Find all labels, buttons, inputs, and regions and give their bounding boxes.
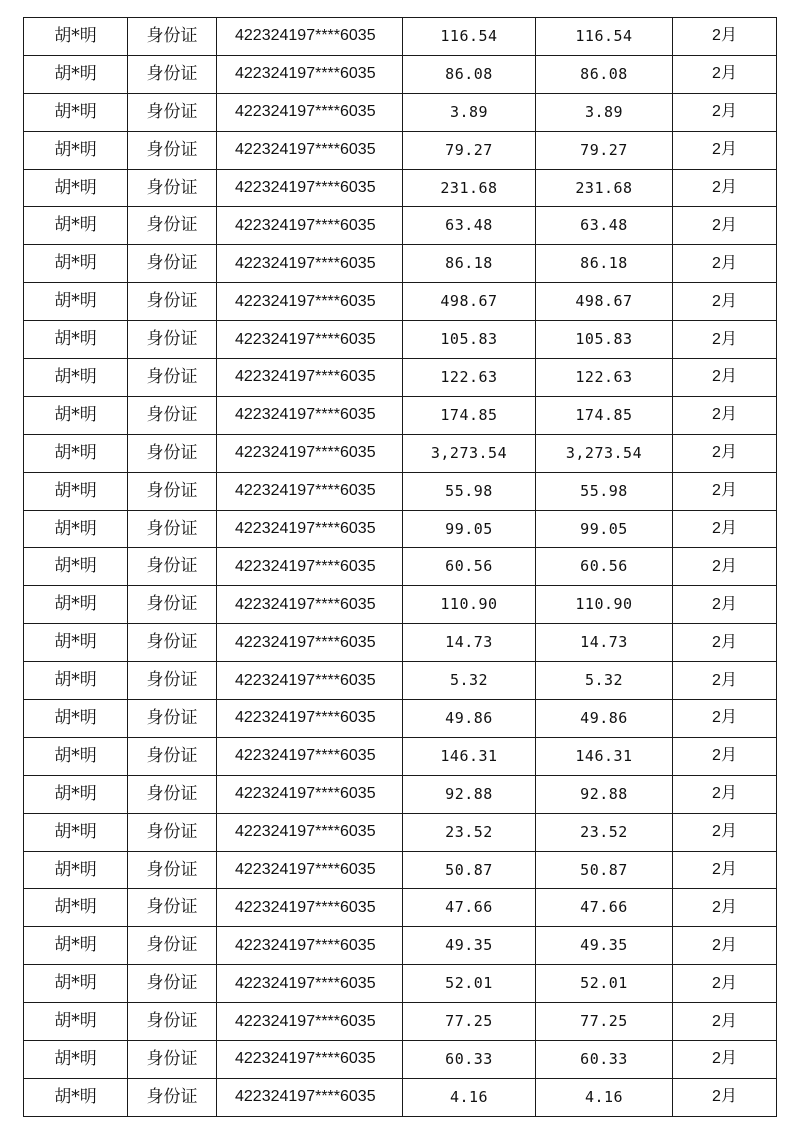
id-number-cell: 422324197****6035 xyxy=(217,434,403,472)
id-number-cell: 422324197****6035 xyxy=(217,965,403,1003)
amount-paid-cell: 146.31 xyxy=(536,737,673,775)
amount-paid-cell: 86.18 xyxy=(536,245,673,283)
table-row xyxy=(24,927,777,965)
id-number-cell: 422324197****6035 xyxy=(217,321,403,359)
amount-paid-cell: 49.86 xyxy=(536,700,673,738)
amount-cell: 231.68 xyxy=(403,169,536,207)
month-cell: 2月 xyxy=(673,1003,777,1041)
table-row xyxy=(24,283,777,321)
table-row xyxy=(24,548,777,586)
amount-cell: 116.54 xyxy=(403,18,536,56)
table-row xyxy=(24,396,777,434)
person-name-cell: 胡*明 xyxy=(24,662,128,700)
month-cell: 2月 xyxy=(673,207,777,245)
table-row xyxy=(24,700,777,738)
amount-paid-cell: 50.87 xyxy=(536,851,673,889)
id-type-cell: 身份证 xyxy=(128,548,217,586)
month-cell: 2月 xyxy=(673,359,777,397)
person-name-cell: 胡*明 xyxy=(24,586,128,624)
amount-cell: 3.89 xyxy=(403,93,536,131)
id-number-cell: 422324197****6035 xyxy=(217,851,403,889)
amount-cell: 5.32 xyxy=(403,662,536,700)
amount-paid-cell: 3.89 xyxy=(536,93,673,131)
amount-paid-cell: 4.16 xyxy=(536,1078,673,1116)
id-number-cell: 422324197****6035 xyxy=(217,737,403,775)
month-cell: 2月 xyxy=(673,434,777,472)
month-cell: 2月 xyxy=(673,965,777,1003)
amount-paid-cell: 49.35 xyxy=(536,927,673,965)
amount-cell: 60.33 xyxy=(403,1041,536,1079)
month-cell: 2月 xyxy=(673,93,777,131)
person-name-cell: 胡*明 xyxy=(24,927,128,965)
id-number-cell: 422324197****6035 xyxy=(217,93,403,131)
person-name-cell: 胡*明 xyxy=(24,1003,128,1041)
month-cell: 2月 xyxy=(673,624,777,662)
payment-table xyxy=(23,17,777,1117)
person-name-cell: 胡*明 xyxy=(24,548,128,586)
id-number-cell: 422324197****6035 xyxy=(217,548,403,586)
month-cell: 2月 xyxy=(673,169,777,207)
person-name-cell: 胡*明 xyxy=(24,207,128,245)
amount-cell: 122.63 xyxy=(403,359,536,397)
table-body xyxy=(24,18,777,1117)
amount-cell: 63.48 xyxy=(403,207,536,245)
table-row xyxy=(24,93,777,131)
amount-cell: 14.73 xyxy=(403,624,536,662)
id-type-cell: 身份证 xyxy=(128,55,217,93)
month-cell: 2月 xyxy=(673,662,777,700)
id-type-cell: 身份证 xyxy=(128,662,217,700)
amount-cell: 92.88 xyxy=(403,775,536,813)
table-row xyxy=(24,131,777,169)
amount-cell: 105.83 xyxy=(403,321,536,359)
id-type-cell: 身份证 xyxy=(128,624,217,662)
id-number-cell: 422324197****6035 xyxy=(217,510,403,548)
id-type-cell: 身份证 xyxy=(128,586,217,624)
id-number-cell: 422324197****6035 xyxy=(217,283,403,321)
id-number-cell: 422324197****6035 xyxy=(217,396,403,434)
amount-cell: 146.31 xyxy=(403,737,536,775)
amount-paid-cell: 63.48 xyxy=(536,207,673,245)
id-type-cell: 身份证 xyxy=(128,700,217,738)
amount-cell: 23.52 xyxy=(403,813,536,851)
person-name-cell: 胡*明 xyxy=(24,889,128,927)
month-cell: 2月 xyxy=(673,472,777,510)
id-type-cell: 身份证 xyxy=(128,1078,217,1116)
id-number-cell: 422324197****6035 xyxy=(217,813,403,851)
person-name-cell: 胡*明 xyxy=(24,813,128,851)
table-row xyxy=(24,965,777,1003)
person-name-cell: 胡*明 xyxy=(24,321,128,359)
person-name-cell: 胡*明 xyxy=(24,169,128,207)
table-row xyxy=(24,207,777,245)
amount-paid-cell: 52.01 xyxy=(536,965,673,1003)
table-row xyxy=(24,737,777,775)
amount-cell: 79.27 xyxy=(403,131,536,169)
month-cell: 2月 xyxy=(673,813,777,851)
id-type-cell: 身份证 xyxy=(128,1041,217,1079)
month-cell: 2月 xyxy=(673,1041,777,1079)
id-type-cell: 身份证 xyxy=(128,1003,217,1041)
amount-cell: 49.35 xyxy=(403,927,536,965)
amount-cell: 55.98 xyxy=(403,472,536,510)
amount-paid-cell: 60.56 xyxy=(536,548,673,586)
id-type-cell: 身份证 xyxy=(128,283,217,321)
month-cell: 2月 xyxy=(673,510,777,548)
id-type-cell: 身份证 xyxy=(128,321,217,359)
person-name-cell: 胡*明 xyxy=(24,131,128,169)
person-name-cell: 胡*明 xyxy=(24,700,128,738)
id-type-cell: 身份证 xyxy=(128,775,217,813)
table-row xyxy=(24,169,777,207)
id-type-cell: 身份证 xyxy=(128,434,217,472)
id-number-cell: 422324197****6035 xyxy=(217,586,403,624)
amount-paid-cell: 60.33 xyxy=(536,1041,673,1079)
amount-paid-cell: 14.73 xyxy=(536,624,673,662)
table-row xyxy=(24,1003,777,1041)
id-number-cell: 422324197****6035 xyxy=(217,131,403,169)
id-type-cell: 身份证 xyxy=(128,889,217,927)
table-row xyxy=(24,359,777,397)
amount-paid-cell: 5.32 xyxy=(536,662,673,700)
month-cell: 2月 xyxy=(673,1078,777,1116)
id-type-cell: 身份证 xyxy=(128,737,217,775)
amount-cell: 52.01 xyxy=(403,965,536,1003)
amount-paid-cell: 47.66 xyxy=(536,889,673,927)
amount-paid-cell: 23.52 xyxy=(536,813,673,851)
amount-cell: 4.16 xyxy=(403,1078,536,1116)
id-number-cell: 422324197****6035 xyxy=(217,359,403,397)
id-number-cell: 422324197****6035 xyxy=(217,1078,403,1116)
person-name-cell: 胡*明 xyxy=(24,1078,128,1116)
month-cell: 2月 xyxy=(673,927,777,965)
person-name-cell: 胡*明 xyxy=(24,55,128,93)
amount-cell: 99.05 xyxy=(403,510,536,548)
amount-paid-cell: 3,273.54 xyxy=(536,434,673,472)
person-name-cell: 胡*明 xyxy=(24,737,128,775)
table-row xyxy=(24,55,777,93)
table-row xyxy=(24,851,777,889)
month-cell: 2月 xyxy=(673,131,777,169)
id-number-cell: 422324197****6035 xyxy=(217,700,403,738)
person-name-cell: 胡*明 xyxy=(24,18,128,56)
amount-cell: 60.56 xyxy=(403,548,536,586)
id-number-cell: 422324197****6035 xyxy=(217,245,403,283)
month-cell: 2月 xyxy=(673,775,777,813)
person-name-cell: 胡*明 xyxy=(24,472,128,510)
id-type-cell: 身份证 xyxy=(128,169,217,207)
id-type-cell: 身份证 xyxy=(128,207,217,245)
month-cell: 2月 xyxy=(673,700,777,738)
id-number-cell: 422324197****6035 xyxy=(217,927,403,965)
amount-cell: 86.18 xyxy=(403,245,536,283)
table-row xyxy=(24,586,777,624)
id-number-cell: 422324197****6035 xyxy=(217,889,403,927)
table-row xyxy=(24,813,777,851)
id-type-cell: 身份证 xyxy=(128,927,217,965)
table-row xyxy=(24,321,777,359)
amount-paid-cell: 86.08 xyxy=(536,55,673,93)
table-row xyxy=(24,434,777,472)
month-cell: 2月 xyxy=(673,283,777,321)
id-number-cell: 422324197****6035 xyxy=(217,1041,403,1079)
table-row xyxy=(24,245,777,283)
id-type-cell: 身份证 xyxy=(128,18,217,56)
id-type-cell: 身份证 xyxy=(128,851,217,889)
id-type-cell: 身份证 xyxy=(128,131,217,169)
id-number-cell: 422324197****6035 xyxy=(217,662,403,700)
person-name-cell: 胡*明 xyxy=(24,624,128,662)
amount-paid-cell: 77.25 xyxy=(536,1003,673,1041)
amount-cell: 174.85 xyxy=(403,396,536,434)
id-number-cell: 422324197****6035 xyxy=(217,169,403,207)
month-cell: 2月 xyxy=(673,586,777,624)
amount-cell: 49.86 xyxy=(403,700,536,738)
id-number-cell: 422324197****6035 xyxy=(217,207,403,245)
table-row xyxy=(24,624,777,662)
person-name-cell: 胡*明 xyxy=(24,359,128,397)
id-type-cell: 身份证 xyxy=(128,472,217,510)
person-name-cell: 胡*明 xyxy=(24,775,128,813)
id-number-cell: 422324197****6035 xyxy=(217,55,403,93)
table-row xyxy=(24,510,777,548)
person-name-cell: 胡*明 xyxy=(24,93,128,131)
id-type-cell: 身份证 xyxy=(128,396,217,434)
person-name-cell: 胡*明 xyxy=(24,245,128,283)
person-name-cell: 胡*明 xyxy=(24,965,128,1003)
table-row xyxy=(24,472,777,510)
amount-cell: 77.25 xyxy=(403,1003,536,1041)
id-number-cell: 422324197****6035 xyxy=(217,1003,403,1041)
id-number-cell: 422324197****6035 xyxy=(217,472,403,510)
amount-paid-cell: 116.54 xyxy=(536,18,673,56)
month-cell: 2月 xyxy=(673,245,777,283)
amount-paid-cell: 231.68 xyxy=(536,169,673,207)
amount-cell: 498.67 xyxy=(403,283,536,321)
table-row xyxy=(24,775,777,813)
month-cell: 2月 xyxy=(673,55,777,93)
amount-paid-cell: 92.88 xyxy=(536,775,673,813)
id-number-cell: 422324197****6035 xyxy=(217,18,403,56)
person-name-cell: 胡*明 xyxy=(24,1041,128,1079)
id-type-cell: 身份证 xyxy=(128,813,217,851)
month-cell: 2月 xyxy=(673,396,777,434)
amount-paid-cell: 122.63 xyxy=(536,359,673,397)
amount-cell: 110.90 xyxy=(403,586,536,624)
table-row xyxy=(24,889,777,927)
month-cell: 2月 xyxy=(673,851,777,889)
month-cell: 2月 xyxy=(673,321,777,359)
amount-paid-cell: 79.27 xyxy=(536,131,673,169)
amount-cell: 86.08 xyxy=(403,55,536,93)
amount-paid-cell: 110.90 xyxy=(536,586,673,624)
month-cell: 2月 xyxy=(673,18,777,56)
person-name-cell: 胡*明 xyxy=(24,510,128,548)
table-row xyxy=(24,1041,777,1079)
id-number-cell: 422324197****6035 xyxy=(217,624,403,662)
amount-cell: 50.87 xyxy=(403,851,536,889)
person-name-cell: 胡*明 xyxy=(24,851,128,889)
amount-paid-cell: 174.85 xyxy=(536,396,673,434)
id-type-cell: 身份证 xyxy=(128,359,217,397)
table-row xyxy=(24,662,777,700)
id-type-cell: 身份证 xyxy=(128,245,217,283)
table-row xyxy=(24,18,777,56)
person-name-cell: 胡*明 xyxy=(24,396,128,434)
amount-paid-cell: 105.83 xyxy=(536,321,673,359)
amount-paid-cell: 498.67 xyxy=(536,283,673,321)
id-type-cell: 身份证 xyxy=(128,510,217,548)
amount-paid-cell: 55.98 xyxy=(536,472,673,510)
id-type-cell: 身份证 xyxy=(128,965,217,1003)
month-cell: 2月 xyxy=(673,548,777,586)
month-cell: 2月 xyxy=(673,889,777,927)
month-cell: 2月 xyxy=(673,737,777,775)
amount-cell: 47.66 xyxy=(403,889,536,927)
amount-paid-cell: 99.05 xyxy=(536,510,673,548)
person-name-cell: 胡*明 xyxy=(24,283,128,321)
table-row xyxy=(24,1078,777,1116)
id-type-cell: 身份证 xyxy=(128,93,217,131)
person-name-cell: 胡*明 xyxy=(24,434,128,472)
amount-cell: 3,273.54 xyxy=(403,434,536,472)
id-number-cell: 422324197****6035 xyxy=(217,775,403,813)
